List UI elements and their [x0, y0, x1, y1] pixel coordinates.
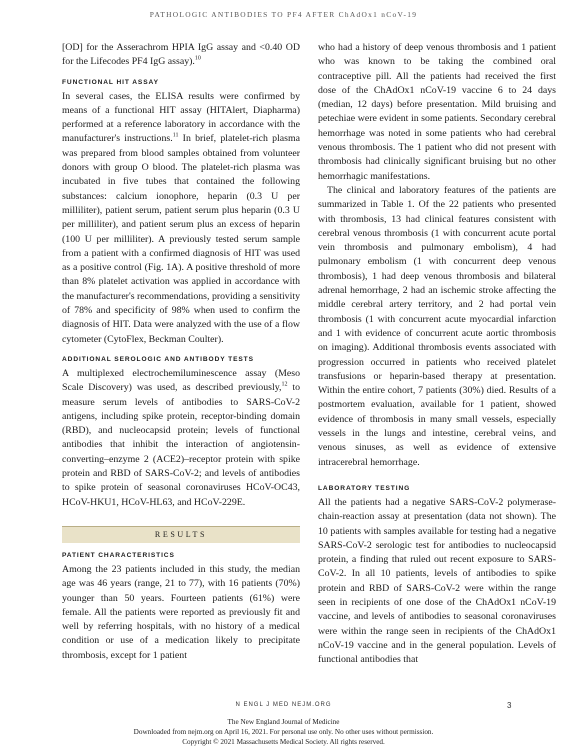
functional-hit-text-continued: In brief, platelet-rich plasma was prepared from blood samples obtained from volunteer donors with group O blood. The platelet-rich plasma was incubated in five tubes that contained the following substances: calcium ionophore, heparin (0.3 U per milliliter), patient serum, patient serum plus heparin (0.3 U per milliliter), and patient serum plus an excess of heparin (100 U per milliliter). A previously tested serum sample from a patient with a confirmed diagnosis of HIT was used as a positive control (Fig. 1A). A positive threshold of more than 8% platelet activation was applied in accordance with the manufacturer's recommendations, providing a sensitivity of 78% and specificity of 98% when used to confirm the diagnosis of HIT. Data were analyzed with the use of a flow cytometer (CytoFlex, Beckman Coulter). — [62, 133, 300, 345]
laboratory-testing-paragraph: All the patients had a negative SARS-CoV-2 polymerase-chain-reaction assay at presentation (data not shown). The 10 patients with samples available for testing had a negative SARS-CoV-2 serologic test for antibodies to nucleocapsid protein, a finding that ruled out recent exposure to SARS-CoV-2. In all 10 patients, levels of antibodies to spike protein and RBD of SARS-CoV-2 were within the range seen in recipients of one dose of the ChAdOx1 nCoV-19 vaccine, and levels of antibodies to seasonal coronaviruses were within the range seen in recipients of the ChAdOx1 nCoV-19 vaccine and in the general population. Levels of functional antibodies that — [318, 496, 556, 666]
additional-tests-paragraph — [62, 367, 300, 510]
additional-tests-heading: ADDITIONAL SEROLOGIC AND ANTIBODY TESTS — [62, 355, 254, 363]
patient-characteristics-heading: PATIENT CHARACTERISTICS — [62, 551, 175, 559]
page-number: 3 — [507, 701, 513, 710]
copyright-statement: Copyright © 2021 Massachusetts Medical Society. All rights reserved. — [182, 738, 385, 747]
additional-tests-text-continued: to measure serum levels of antibodies to SARS-CoV-2 antigens, including spike protein, receptor-binding domain (RBD), and nucleocapsid protein; levels of functional antibodies that inhibit the interaction of angiotensin-converting–enzyme 2 (ACE2)–receptor protein with spike protein and RBD of SARS-CoV-2; and levels of antibodies to spike protein of seasonal coronaviruses HCoV-OC43, HCoV-HKU1, HCoV-HL63, and HCoV-229E. — [62, 382, 300, 508]
clinical-features-paragraph: The clinical and laboratory features of the patients are summarized in Table 1. Of the 22 patients who presented with thrombosis, 13 had clinical features consistent with cerebral venous thrombosis (1 with concurrent acute portal vein thrombosis and pulmonary embolism), 4 had pulmonary embolism (1 with concurrent deep venous thrombosis), 1 had deep venous thrombosis and bilateral adrenal hemorrhage, 2 had an ischemic stroke affecting the middle cerebral artery territory, and 2 had portal vein thrombosis (1 with concurrent acute myocardial infarction and 1 with evidence of concurrent acute aortic thrombosis on imaging). Additional thrombosis events associated with progression occurred in patients who received platelet transfusions or heparin-based therapy at presentation. Within the entire cohort, 7 patients (30%) died. Results of a postmortem evaluation, available for 1 patient, showed evidence of thrombosis in many small vessels, especially vessels in the lungs and intestine, cerebral veins, and venous sinuses, as well as evidence of extensive intracerebral hemorrhage. — [318, 184, 556, 468]
journal-footer-label: N ENGL J MED NEJM.ORG — [235, 702, 332, 708]
patient-continued-paragraph: who had a history of deep venous thrombosis and 1 patient who was known to be taking the combined oral contraceptive pill. All the patients had received the first dose of the ChAdOx1 nCoV-19 vaccine 6 to 24 days (median, 12 days) before presentation. Mild bruising and petechiae were evident in some patients. Secondary cerebral hemorrhage was noted in some patients who had cerebral venous thrombosis. The 1 patient who did not present with thrombosis had clinically significant bruising but no other hemorrhagic manifestations. — [318, 42, 556, 182]
left-column — [62, 41, 300, 663]
reference-superscript: 10 — [194, 56, 201, 63]
intro-text: [OD] for the Asserachrom HPIA IgG assay and <0.40 OD for the Lifecodes PF4 IgG assay). — [62, 42, 300, 68]
running-head: PATHOLOGIC ANTIBODIES TO PF4 AFTER ChAdOx1 nCoV-19 — [149, 10, 418, 19]
download-notice — [0, 717, 567, 748]
journal-name: The New England Journal of Medicine — [227, 718, 340, 726]
results-section-banner: RESULTS — [62, 526, 300, 543]
laboratory-testing-heading: LABORATORY TESTING — [318, 484, 411, 492]
right-column — [318, 41, 556, 667]
intro-paragraph — [62, 41, 300, 70]
reference-superscript: 12 — [281, 381, 288, 388]
functional-hit-text: In several cases, the ELISA results were confirmed by means of a functional HIT assay (HITAlert, Diapharma) performed at a reference laboratory in accordance with the manufacturer's instructions. — [62, 90, 300, 145]
patient-characteristics-paragraph: Among the 23 patients included in this study, the median age was 46 years (range, 21 to 77), with 16 patients (70%) younger than 50 years. Fourteen patients (61%) were female. All the patients were reported as previously fit and well by referring hospitals, with no history of a medical condition or use of a medication likely to precipitate thrombosis, except for 1 patient — [62, 563, 300, 661]
functional-hit-paragraph — [62, 90, 300, 347]
download-statement: Downloaded from nejm.org on April 16, 2021. For personal use only. No other uses without permission. — [133, 728, 434, 737]
functional-hit-heading: FUNCTIONAL HIT ASSAY — [62, 78, 159, 86]
additional-tests-text: A multiplexed electrochemiluminescence assay (Meso Scale Discovery) was used, as described previously, — [62, 367, 300, 394]
reference-superscript: 11 — [172, 133, 179, 140]
